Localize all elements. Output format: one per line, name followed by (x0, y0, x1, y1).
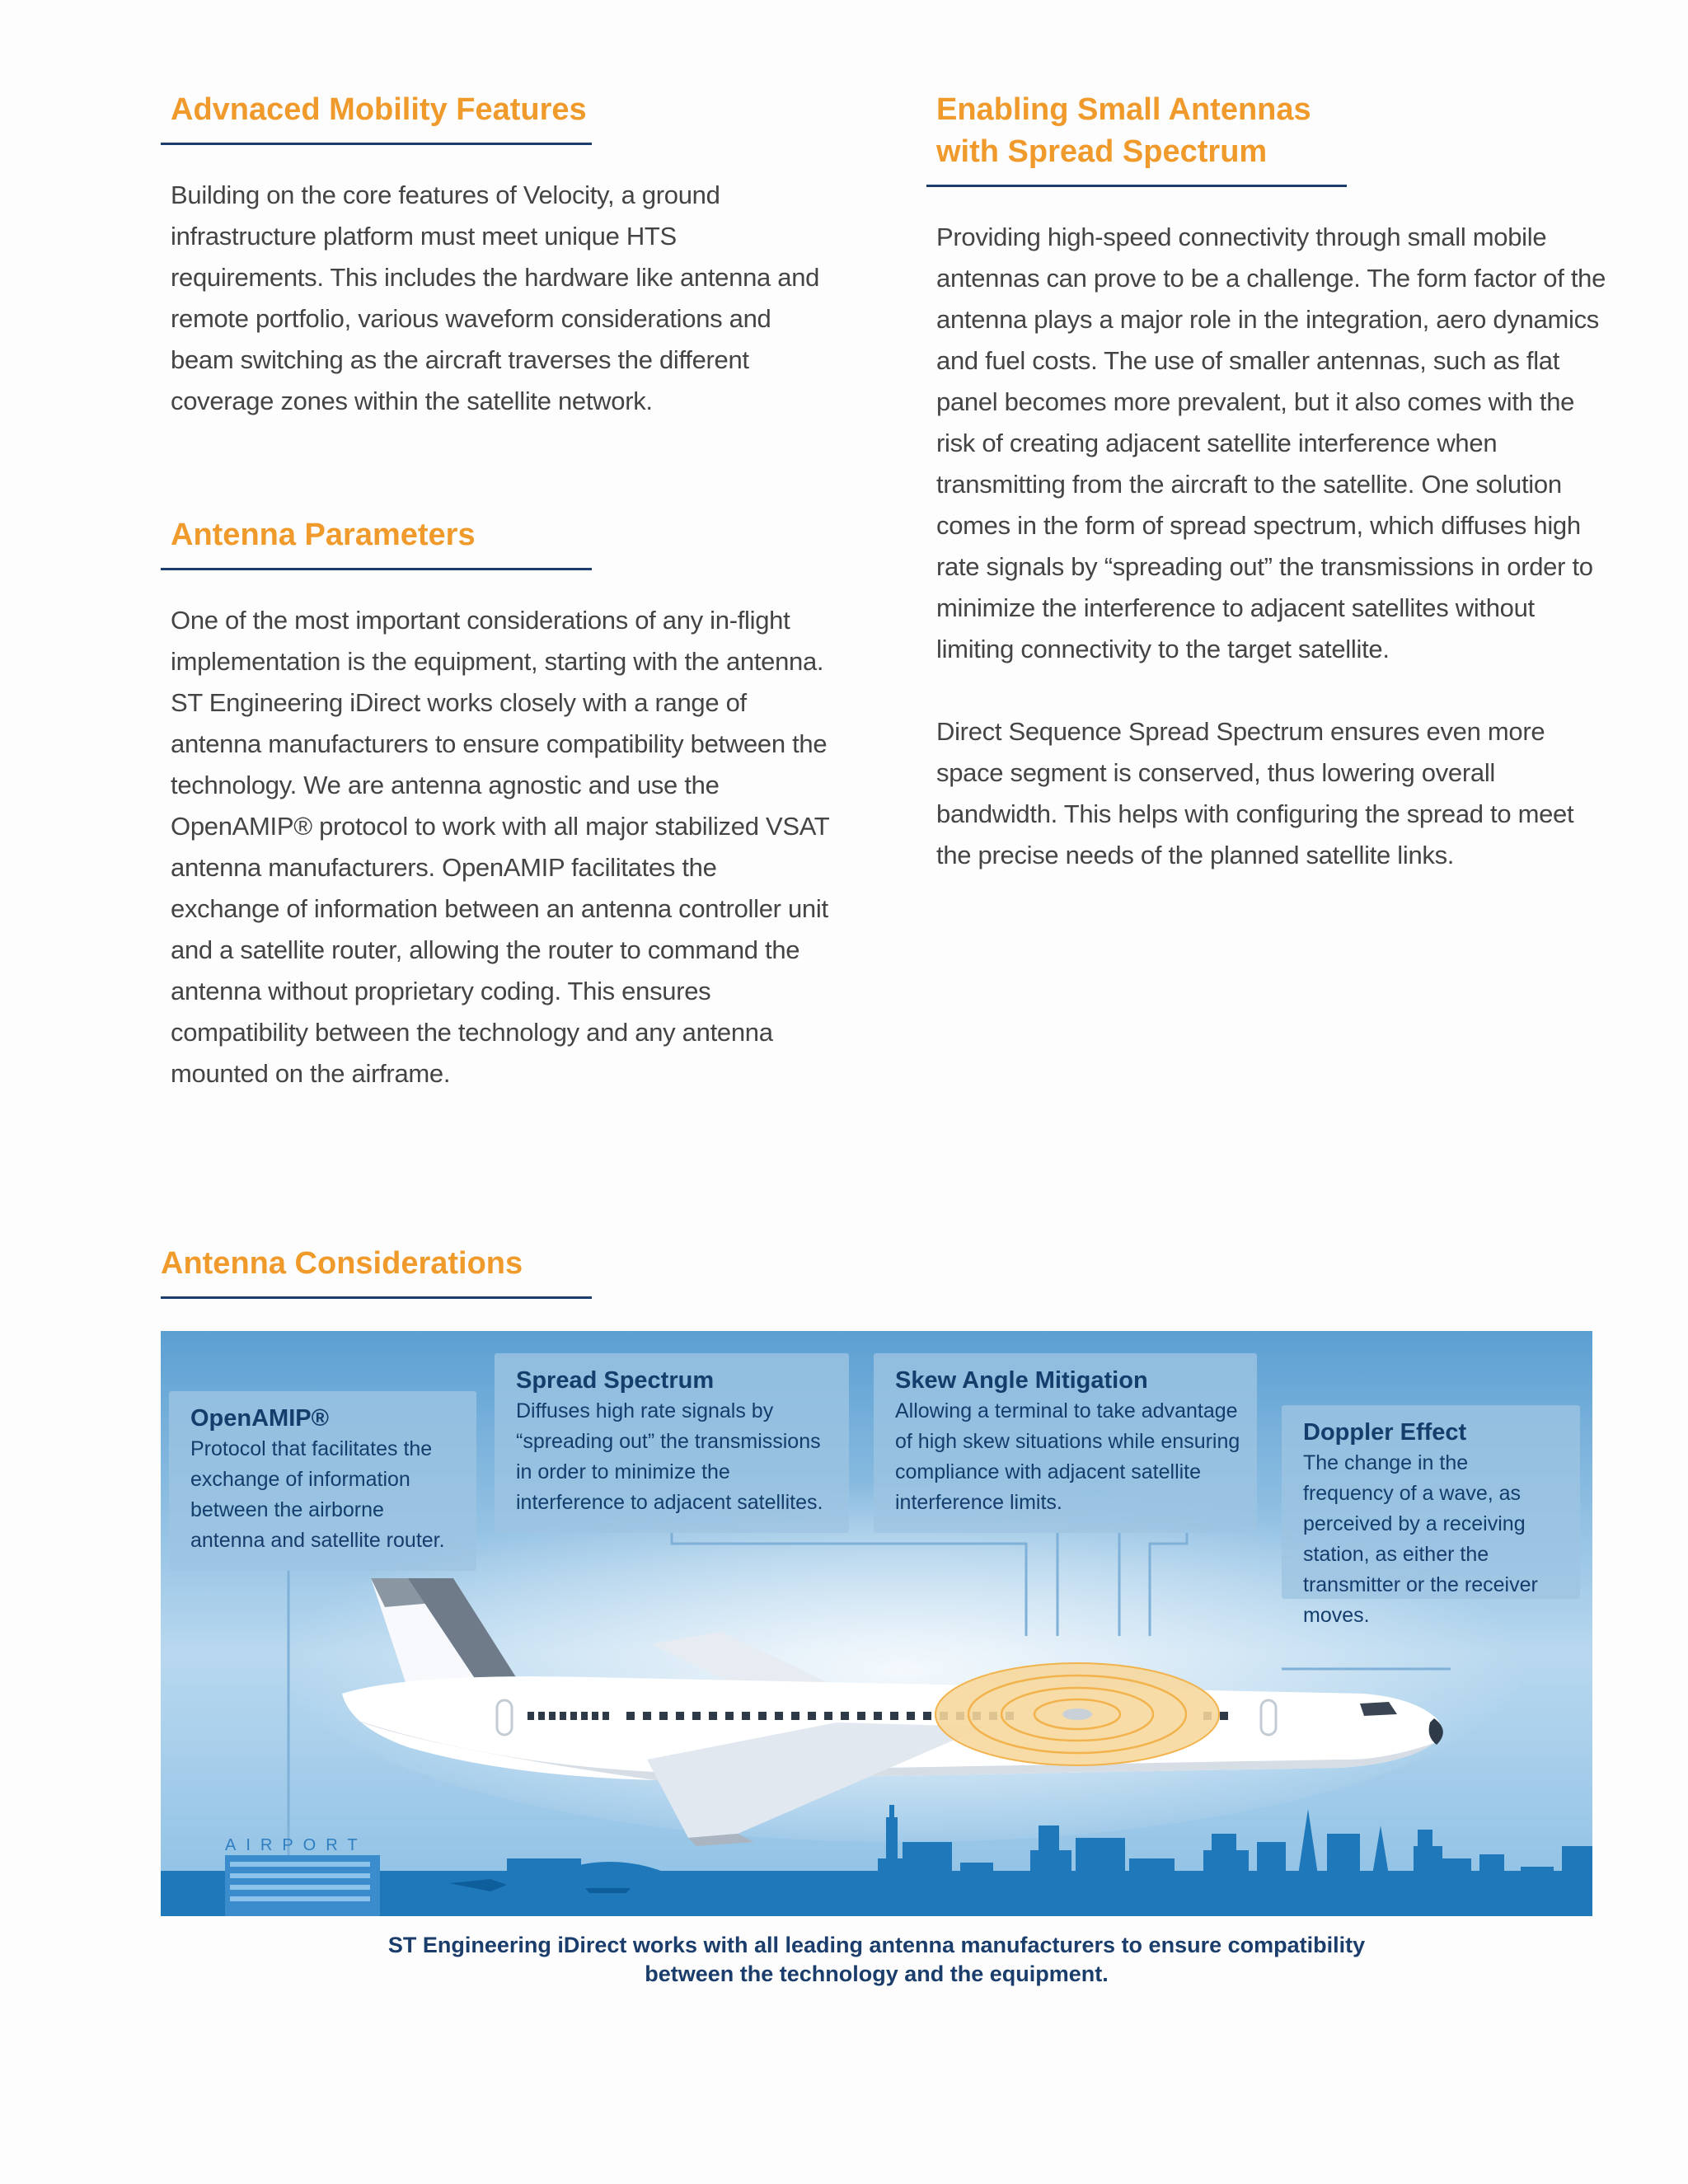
antenna-radome (935, 1663, 1219, 1765)
callout-text: Protocol that facilitates the exchange of information between the airborne antenna and satellite router. (190, 1437, 445, 1552)
heading-rule (161, 143, 592, 145)
paragraph-advanced-mobility: Building on the core features of Velocity, a ground infrastructure platform must meet unique HTS requirements. This includes the hardware like antenna and remote portfolio, various waveform considerations and beam switching as the aircraft traverses the different coverage zones within the satellite network. (171, 180, 820, 415)
caption-line-2: between the technology and the equipment. (645, 1961, 1109, 1986)
paragraph-antenna-parameters: One of the most important considerations of any in-flight implementation is the equipment, starting with the antenna. ST Engineering iDirect works closely with a range of antenna manufacturers to ensure compatibility between the technology. We are antenna agnostic and use the OpenAMIP® protocol to work with all major stabilized VSAT antenna manufacturers. OpenAMIP facilitates the exchange of information between an antenna controller unit and a satellite router, allowing the router to command the antenna without proprietary coding. This ensures compatibility between the technology and any antenna mounted on the airframe. (171, 606, 829, 1088)
paragraph-spread-spectrum-2: Direct Sequence Spread Spectrum ensures even more space segment is conserved, thus lowering overall bandwidth. This helps with configuring the spread to meet the precise needs of the planned satellite links. (936, 717, 1574, 869)
callout-text: The change in the frequency of a wave, as perceived by a receiving station, as either the transmitter or the receiver moves. (1303, 1451, 1538, 1627)
callout-title: Doppler Effect (1303, 1419, 1467, 1446)
caption-line-1: ST Engineering iDirect works with all leading antenna manufacturers to ensure compatibility (387, 1933, 1366, 1957)
callout-skew-angle (874, 1353, 1257, 1533)
heading-rule (161, 1296, 592, 1299)
heading-rule (161, 568, 592, 570)
heading-line-2: with Spread Spectrum (936, 134, 1268, 169)
considerations-title-block (161, 1243, 622, 1329)
airport-sign: AIRPORT (225, 1836, 368, 1854)
right-column (936, 89, 1612, 876)
left-column (171, 89, 830, 1094)
callout-text: Diffuses high rate signals by “spreading out” the transmissions in order to minimize the interference to adjacent satellites. (516, 1399, 823, 1514)
antenna-considerations-illustration (161, 1331, 1592, 1916)
callout-doppler (1282, 1405, 1580, 1627)
callout-title: Spread Spectrum (516, 1367, 715, 1394)
callout-spread-spectrum (495, 1353, 849, 1533)
callout-title: Skew Angle Mitigation (895, 1367, 1148, 1394)
heading-antenna-considerations: Antenna Considerations (161, 1246, 523, 1281)
figure-caption (161, 1931, 1592, 1989)
heading-small-antennas (936, 89, 1612, 173)
heading-line-1: Enabling Small Antennas (936, 92, 1311, 127)
heading-antenna-parameters: Antenna Parameters (171, 518, 476, 552)
heading-advanced-mobility: Advnaced Mobility Features (171, 92, 587, 127)
callout-openamip (169, 1391, 476, 1571)
callout-text: Allowing a terminal to take advantage of high skew situations while ensuring compliance with adjacent satellite interference limits. (895, 1399, 1240, 1514)
paragraph-spread-spectrum-1: Providing high-speed connectivity through small mobile antennas can prove to be a challenge. The form factor of the antenna plays a major role in the integration, aero dynamics and fuel costs. The use of smaller antennas, such as flat panel becomes more prevalent, but it also comes with the risk of creating adjacent satellite interference when transmitting from the aircraft to the satellite. One solution comes in the form of spread spectrum, which diffuses high rate signals by “spreading out” the transmissions in order to minimize the interference to adjacent satellites without limiting connectivity to the target satellite. (936, 223, 1606, 663)
callout-title: OpenAMIP® (190, 1405, 329, 1432)
heading-rule (926, 185, 1347, 187)
